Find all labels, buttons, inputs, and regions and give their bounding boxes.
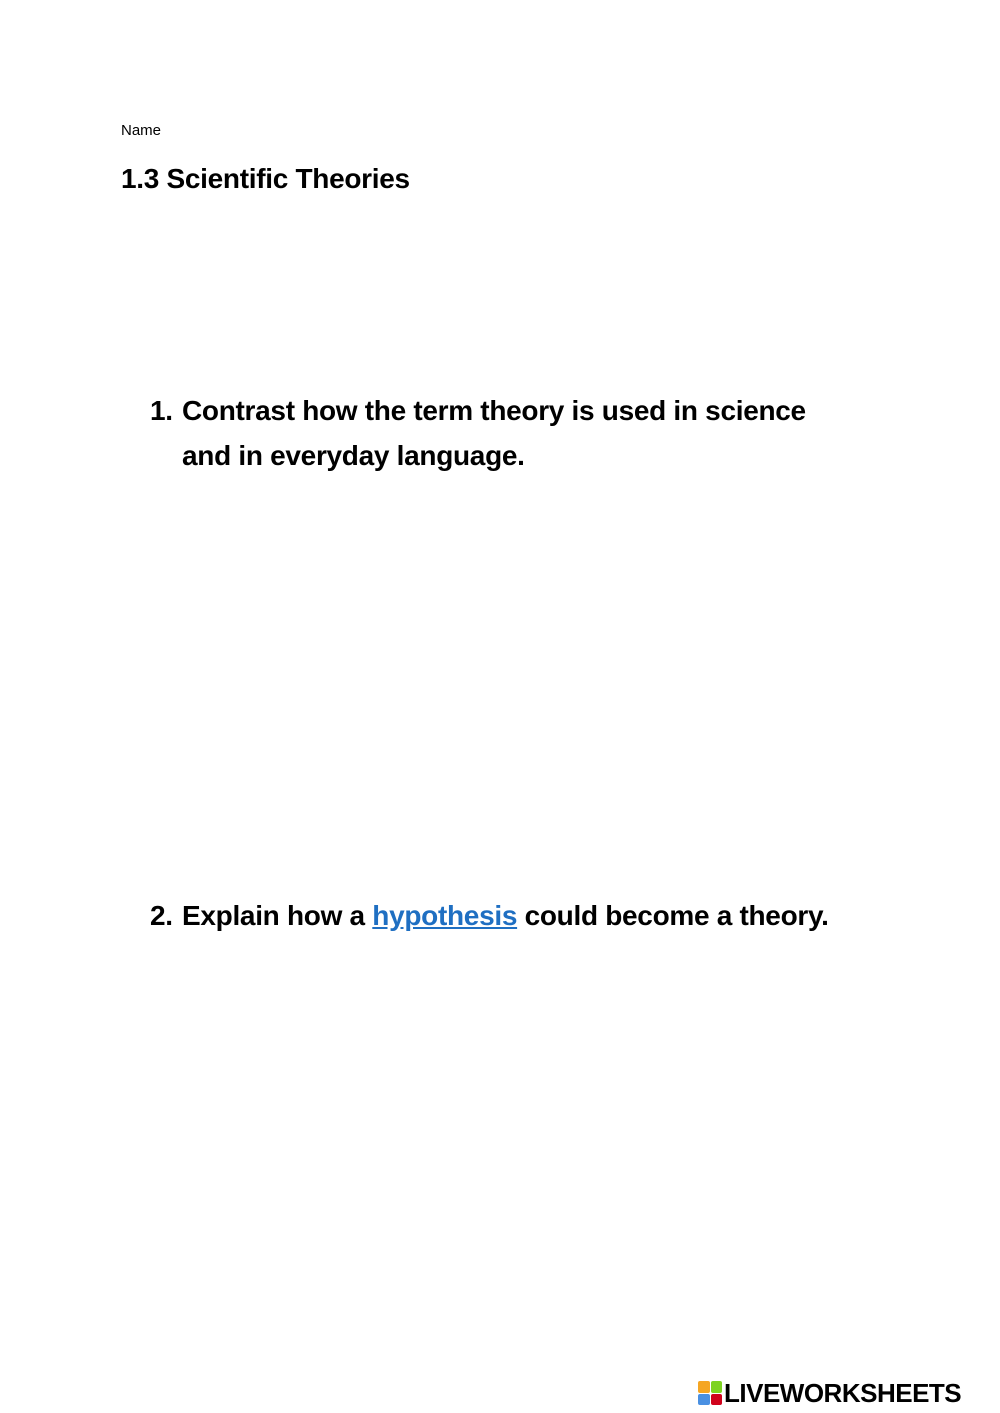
liveworksheets-brand	[698, 1378, 961, 1408]
question-number: 1.	[150, 395, 173, 426]
hypothesis-link[interactable]: hypothesis	[372, 900, 518, 931]
logo-tile	[711, 1381, 723, 1393]
liveworksheets-logo-icon	[698, 1381, 722, 1405]
brand-name: LIVEWORKSHEETS	[724, 1378, 962, 1408]
logo-tile	[711, 1394, 723, 1406]
question-text-before: Explain how a	[182, 900, 373, 931]
name-label: Name	[121, 122, 162, 139]
question-2	[150, 893, 890, 938]
question-number: 2.	[150, 900, 173, 931]
question-1	[150, 388, 850, 478]
logo-tile	[698, 1394, 710, 1406]
question-text-after: could become a theory.	[517, 900, 829, 931]
logo-tile	[698, 1381, 710, 1393]
worksheet-title: 1.3 Scientific Theories	[121, 163, 410, 194]
question-text: Contrast how the term theory is used in science and in everyday language.	[182, 395, 806, 471]
question-text	[182, 893, 890, 938]
